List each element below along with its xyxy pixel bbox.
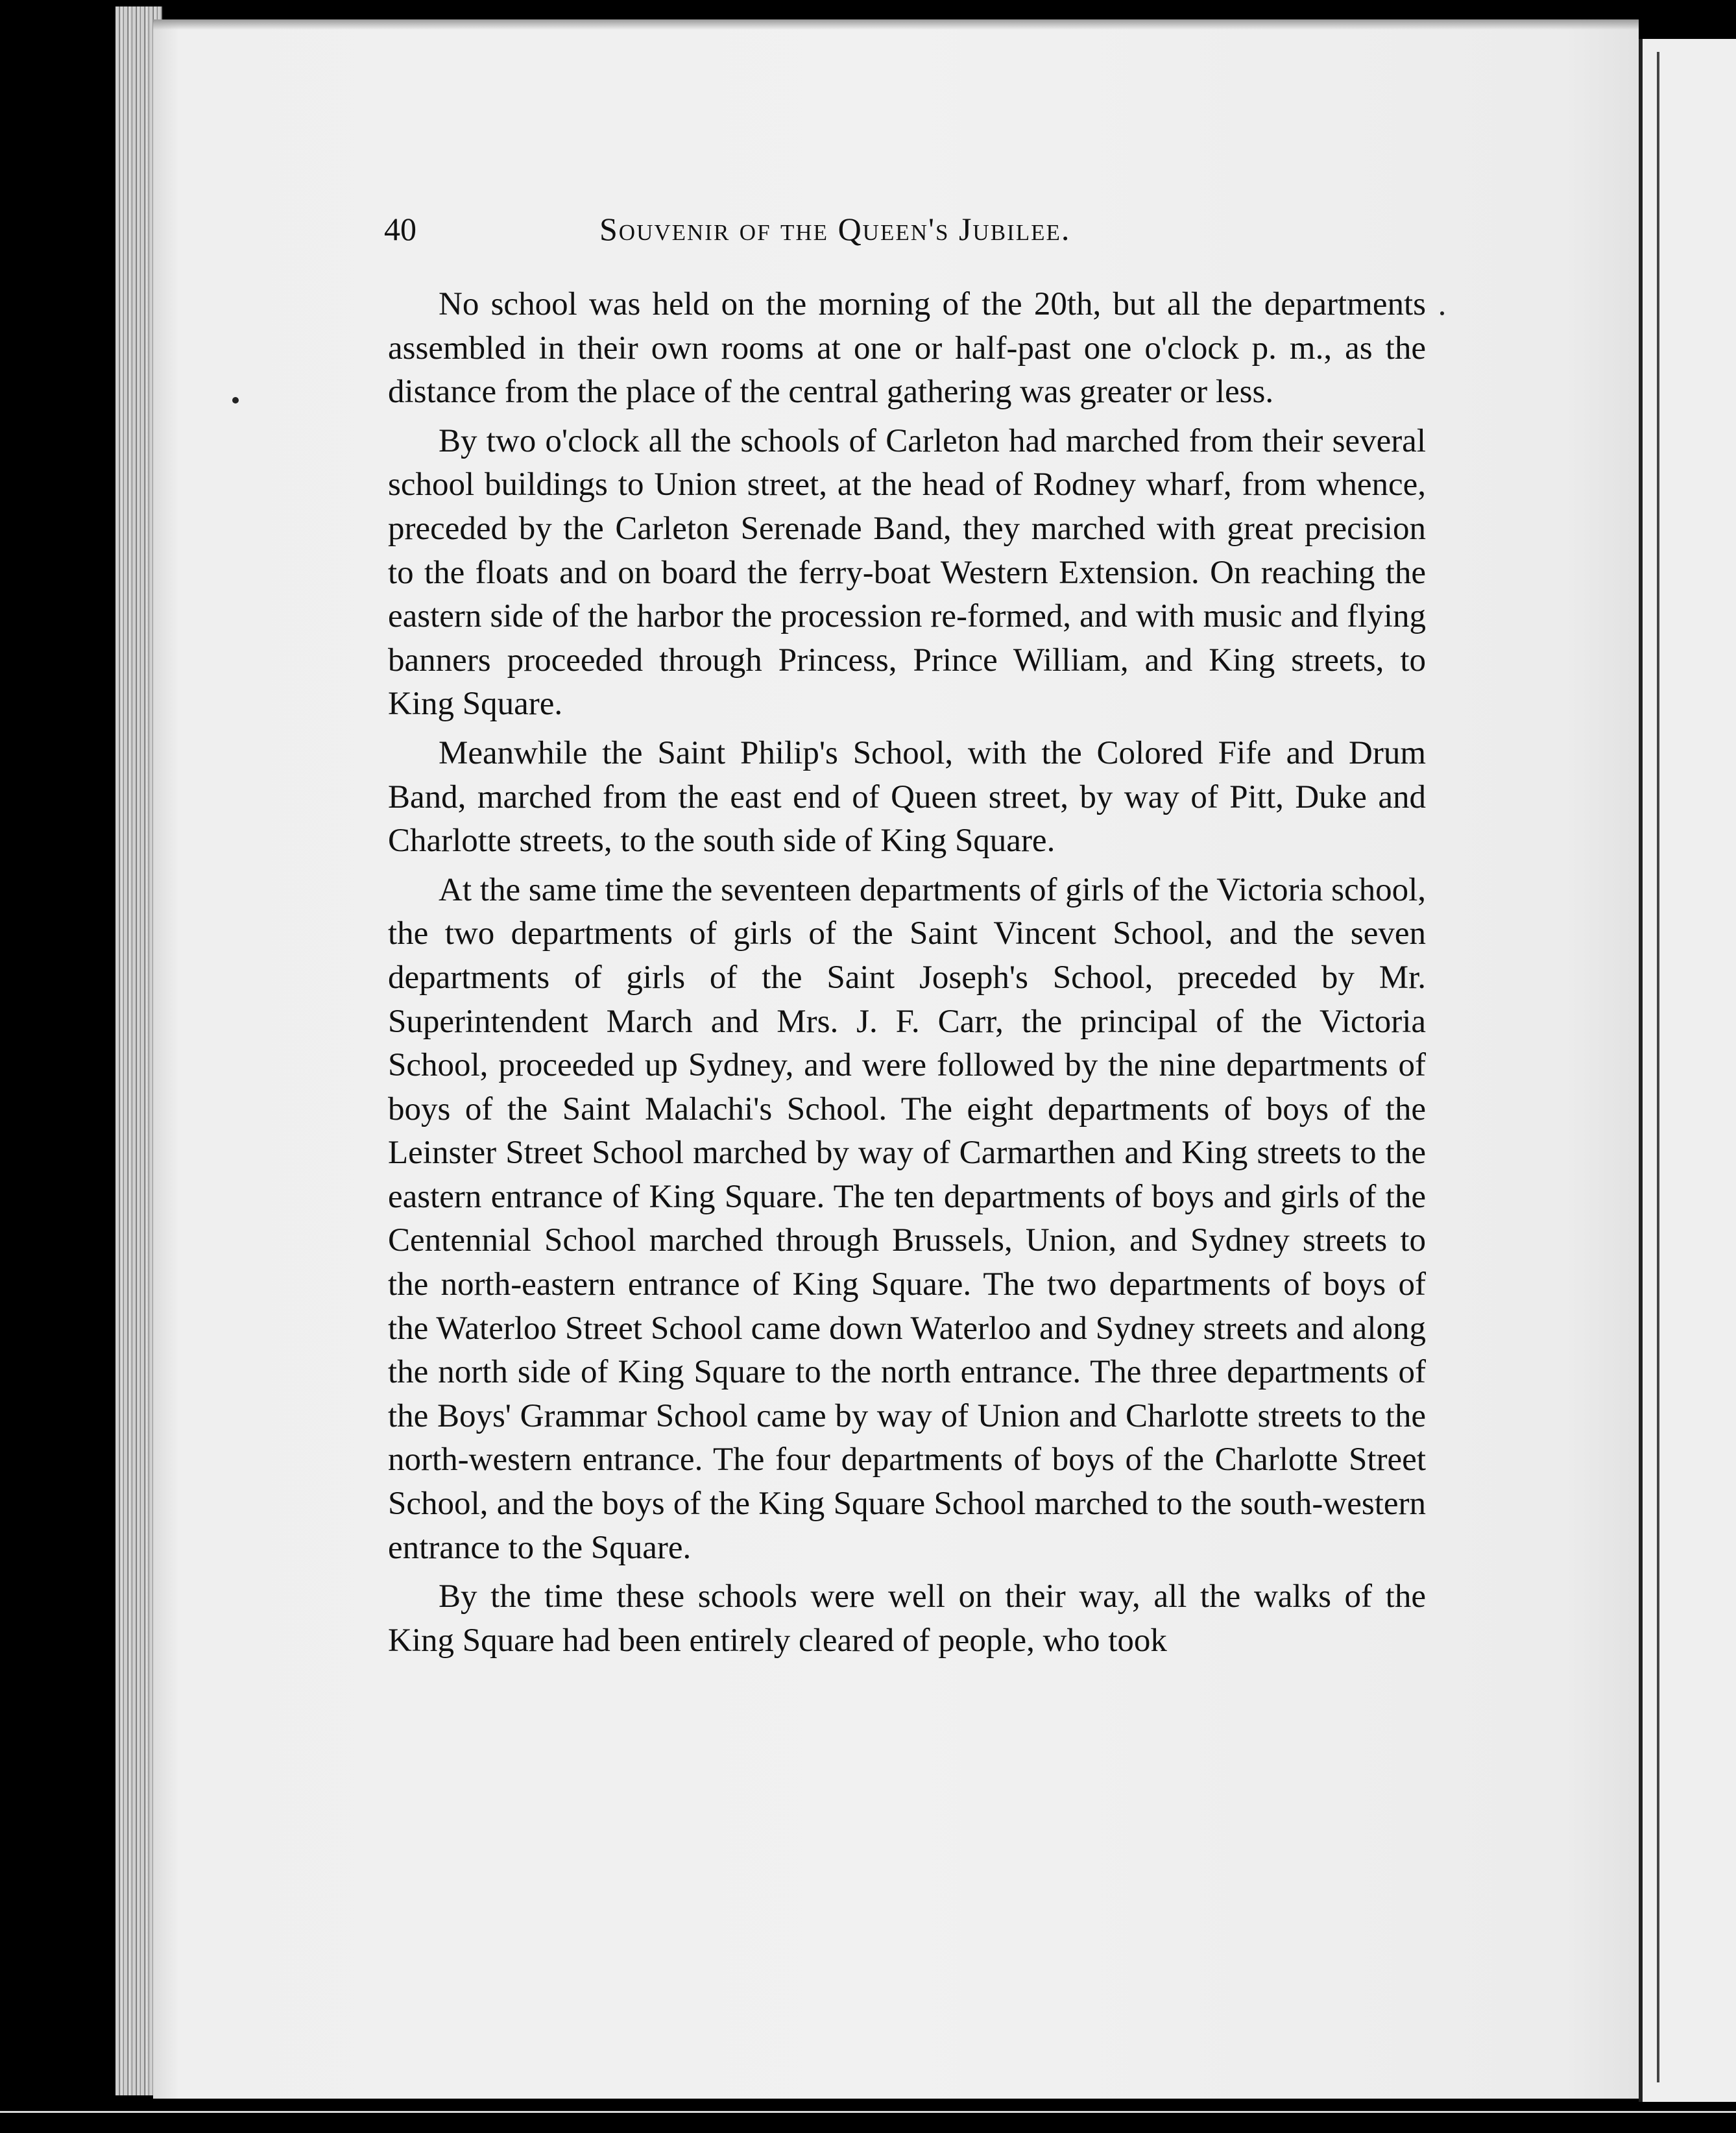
ink-speck xyxy=(232,397,239,404)
paragraph: At the same time the seventeen departments of girls of the Victoria school, the two departments of girls of the Saint Vincent School, and the seven departments of girls of the Saint Joseph's School, preceded by Mr. Superintendent March and Mrs. J. F. Carr, the principal of the Victoria School, proceeded up Sydney, and were followed by the nine departments of boys of the Saint Malachi's School. The eight departments of boys of the Leinster Street School marched by way of Carmarthen and King streets to the eastern entrance of King Square. The ten departments of boys and girls of the Centennial School marched through Brussels, Union, and Sydney streets to the north-eastern entrance of King Square. The two departments of boys of the Waterloo Street School came down Waterloo and Sydney streets and along the north side of King Square to the north entrance. The three departments of the Boys' Grammar School came by way of Union and Charlotte streets to the north-western entrance. The four departments of boys of the Charlotte Street School, and the boys of the King Square School marched to the south-western entrance to the Square. xyxy=(388,871,1426,1566)
ink-speck xyxy=(1440,311,1444,315)
paragraph: No school was held on the morning of the 20th, but all the departments assembled in their own rooms at one or half-past one o'clock p. m., as the distance from the place of the central gathering was greater or less. xyxy=(388,286,1426,411)
paragraph: Meanwhile the Saint Philip's School, with the Colored Fife and Drum Band, marched from the east end of Queen street, by way of Pitt, Duke and Charlotte streets, to the south side of King Square. xyxy=(388,734,1426,860)
paragraph: By the time these schools were well on their way, all the walks of the King Square had been entirely cleared of people, who took xyxy=(388,1578,1426,1659)
page-header xyxy=(384,206,1429,252)
scan-bottom-border xyxy=(0,2102,1736,2133)
body-text xyxy=(388,283,1426,1668)
facing-page-edge xyxy=(1639,39,1736,2115)
running-title: Souvenir of the Queen's Jubilee. xyxy=(599,211,1071,247)
paragraph: By two o'clock all the schools of Carleton had marched from their several school buildings to Union street, at the head of Rodney wharf, from whence, preceded by the Carleton Serenade Band, they marched with great precision to the floats and on board the ferry-boat Western Extension. On reaching the eastern side of the harbor the procession re-formed, and with music and flying banners proceeded through Princess, Prince William, and King streets, to King Square. xyxy=(388,422,1426,723)
page-number: 40 xyxy=(384,211,416,247)
page-top-shadow xyxy=(153,19,1639,30)
scan-bottom-line xyxy=(0,2111,1736,2113)
